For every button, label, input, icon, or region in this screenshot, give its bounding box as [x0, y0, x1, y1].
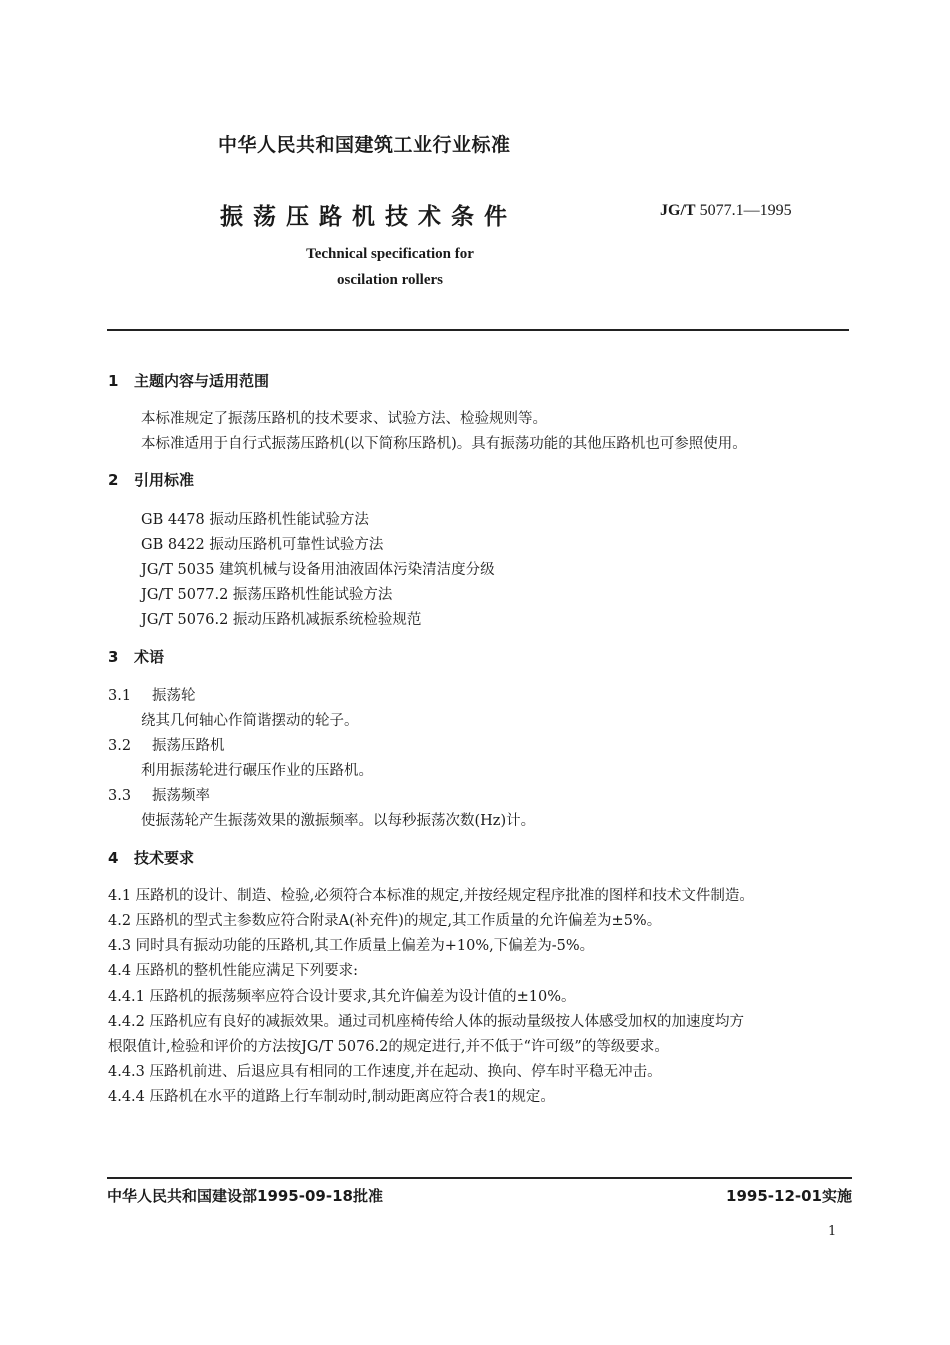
standard-code: [660, 202, 792, 220]
section-1-heading: [108, 370, 269, 391]
paragraph: 本标准规定了振荡压路机的技术要求、试验方法、检验规则等。: [141, 411, 547, 427]
term-heading: [108, 734, 225, 755]
approval-line: 中华人民共和国建设部1995-09-18批准: [107, 1187, 383, 1205]
clause: 4.4.2 压路机应有良好的减振效果。通过司机座椅传给人体的振动量级按人体感受加权的加速度均方: [108, 1014, 744, 1030]
footer-divider: [107, 1177, 852, 1179]
page-number: 1: [828, 1224, 837, 1239]
section-number: 4: [108, 849, 119, 867]
term-number: 3.1: [108, 688, 132, 704]
standard-code-number: 5077.1—1995: [699, 202, 792, 219]
clause: 4.1 压路机的设计、制造、检验,必须符合本标准的规定,并按经规定程序批准的图样和技术文件制造。: [108, 888, 754, 904]
paragraph: 本标准适用于自行式振荡压路机(以下简称压路机)。具有振荡功能的其他压路机也可参照使用。: [141, 436, 747, 452]
term-name: 振荡频率: [152, 788, 210, 804]
clause: 4.4.4 压路机在水平的道路上行车制动时,制动距离应符合表1的规定。: [108, 1089, 555, 1105]
clause: 4.4.3 压路机前进、后退应具有相同的工作速度,并在起动、换向、停车时平稳无冲击。: [108, 1064, 662, 1080]
term-number: 3.2: [108, 738, 132, 754]
clause: 4.3 同时具有振动功能的压路机,其工作质量上偏差为+10%,下偏差为-5%。: [108, 938, 595, 954]
section-title: 引用标准: [134, 471, 195, 489]
reference-item: GB 4478 振动压路机性能试验方法: [141, 512, 369, 528]
term-heading: [108, 684, 196, 705]
implementation-date: 1995-12-01实施: [726, 1187, 852, 1205]
english-title-line-2: oscilation rollers: [337, 272, 443, 288]
reference-item: JG/T 5077.2 振荡压路机性能试验方法: [141, 587, 393, 603]
term-definition: 使振荡轮产生振荡效果的激振频率。以每秒振荡次数(Hz)计。: [141, 813, 536, 829]
section-number: 3: [108, 648, 119, 666]
reference-item: JG/T 5035 建筑机械与设备用油液固体污染清洁度分级: [141, 562, 495, 578]
section-title: 术语: [134, 648, 165, 666]
clause-continuation: 根限值计,检验和评价的方法按JG/T 5076.2的规定进行,并不低于“许可级”的等级要求。: [108, 1039, 669, 1055]
issuing-agency-title: 中华人民共和国建筑工业行业标准: [218, 134, 511, 156]
document-title: 振荡压路机技术条件: [220, 204, 517, 230]
clause: 4.4.1 压路机的振荡频率应符合设计要求,其允许偏差为设计值的±10%。: [108, 989, 576, 1005]
standard-code-prefix: JG/T: [660, 202, 696, 219]
section-4-heading: [108, 847, 194, 868]
term-name: 振荡轮: [152, 688, 196, 704]
reference-item: GB 8422 振动压路机可靠性试验方法: [141, 537, 384, 553]
clause: 4.2 压路机的型式主参数应符合附录A(补充件)的规定,其工作质量的允许偏差为±5%。: [108, 913, 662, 929]
section-title: 主题内容与适用范围: [134, 372, 270, 390]
section-3-heading: [108, 646, 164, 667]
header-divider: [107, 329, 849, 331]
section-number: 2: [108, 471, 119, 489]
term-number: 3.3: [108, 788, 132, 804]
clause: 4.4 压路机的整机性能应满足下列要求:: [108, 963, 359, 979]
section-title: 技术要求: [134, 849, 195, 867]
english-title-line-1: Technical specification for: [306, 246, 474, 262]
term-definition: 绕其几何轴心作简谐摆动的轮子。: [141, 713, 359, 729]
section-2-heading: [108, 469, 194, 490]
term-heading: [108, 784, 210, 805]
term-definition: 利用振荡轮进行碾压作业的压路机。: [141, 763, 373, 779]
term-name: 振荡压路机: [152, 738, 225, 754]
section-number: 1: [108, 372, 119, 390]
reference-item: JG/T 5076.2 振动压路机减振系统检验规范: [141, 612, 422, 628]
